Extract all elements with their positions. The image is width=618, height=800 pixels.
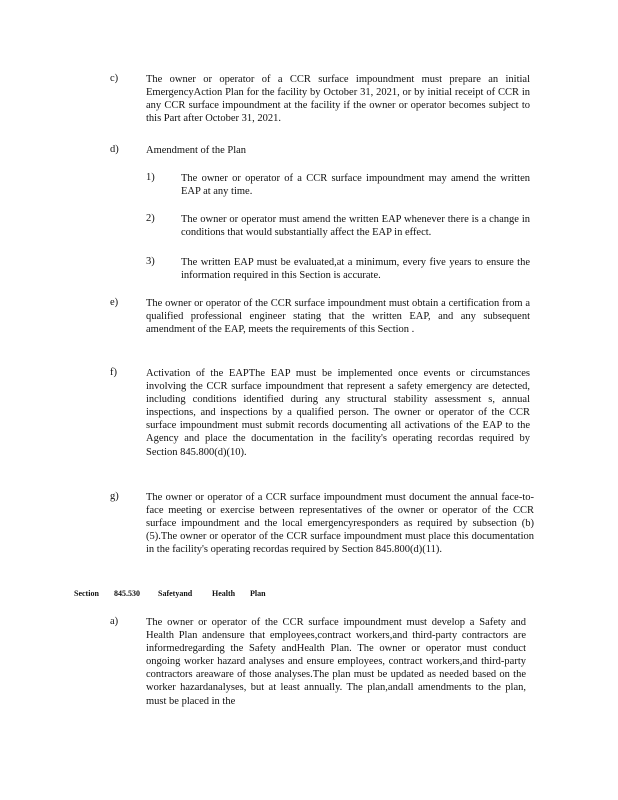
paragraph-d3: The written EAP must be evaluated,at a minimum, every five years to ensure the information required in this Section is accurate. — [181, 257, 530, 282]
paragraph-e: The owner or operator of the CCR surface impoundment must obtain a certification from a qualified professional engineer stating that the written EAP, and any subsequent amendment of the EAP, meets the requirements of this Section . — [146, 298, 530, 336]
item-marker-c: c) — [110, 73, 119, 84]
section-title-part-2: Health — [212, 589, 236, 598]
paragraph-d1: The owner or operator of a CCR surface impoundment may amend the written EAP at any time. — [181, 173, 530, 198]
section-title-part-1: Safetyand — [158, 589, 193, 598]
paragraph-d2: The owner or operator must amend the written EAP whenever there is a change in conditions that would substantially affect the EAP in effect. — [181, 214, 530, 239]
section-label: Section — [74, 589, 99, 598]
item-marker-f: f) — [110, 367, 117, 378]
paragraph-a: The owner or operator of the CCR surface impoundment must develop a Safety and Health Plan andensure that employees,contract workers,and third-party contractors are informedregarding the Safety andHealth Plan. The owner or operator must conduct ongoing worker hazard analyses and ensure employees, contract workers,and third-party contractors areaware of those analyses.The plan must be updated as needed based on the worker hazardanalyses, but at least annually. The plan,andall amendments to the plan, must be placed in the — [146, 617, 526, 707]
item-marker-d3: 3) — [146, 256, 155, 267]
item-marker-d2: 2) — [146, 213, 155, 224]
item-marker-a: a) — [110, 616, 119, 627]
paragraph-d-heading: Amendment of the Plan — [146, 145, 247, 156]
item-marker-e: e) — [110, 297, 119, 308]
item-marker-d1: 1) — [146, 172, 155, 183]
item-marker-d: d) — [110, 144, 119, 155]
paragraph-c: The owner or operator of a CCR surface impoundment must prepare an initial EmergencyAction Plan for the facility by October 31, 2021, or by initial receipt of CCR in any CCR surface impoundment at the facility if the owner or operator becomes subject to this Part after October 31, 2021. — [146, 74, 530, 125]
section-number: 845.530 — [114, 589, 140, 598]
paragraph-f: Activation of the EAPThe EAP must be implemented once events or circumstances involving the CCR surface impoundment that represent a safety emergency are detected, including conditions identified during any structural stability assessment s, annual inspections, and inspections by a qualified person. The owner or operator of the CCR surface impoundment must submit records documenting all activations of the EAP to the Agency and place the documentation in the facility's operating recordas required by Section 845.800(d)(10). — [146, 368, 530, 458]
paragraph-g: The owner or operator of a CCR surface impoundment must document the annual face-to-face meeting or exercise between representatives of the owner or operator of the CCR surface impoundment and the local emergencyresponders as required by subsection (b)(5).The owner or operator of the CCR surface impoundment must place this documentation in the facility's operating recordas required by Section 845.800(d)(11). — [146, 492, 534, 556]
item-marker-g: g) — [110, 491, 119, 502]
section-title-part-3: Plan — [250, 589, 266, 598]
